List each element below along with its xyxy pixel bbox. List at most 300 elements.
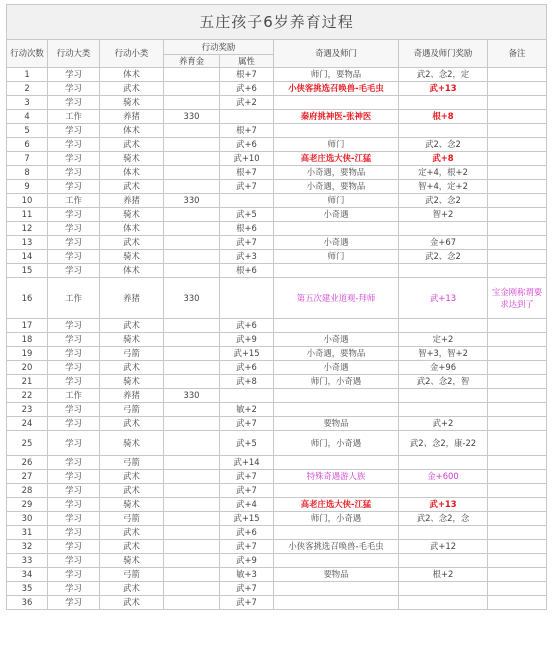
cell-attr: 根+6 xyxy=(220,222,274,236)
cell-money xyxy=(164,333,220,347)
cell-attr: 武+6 xyxy=(220,82,274,96)
cell-encounter-reward xyxy=(399,456,488,470)
cell-note xyxy=(488,484,547,498)
cell-major: 学习 xyxy=(48,166,100,180)
table-row xyxy=(7,456,547,470)
cell-money xyxy=(164,124,220,138)
cell-money xyxy=(164,596,220,610)
table-row xyxy=(7,403,547,417)
cell-minor: 弓箭 xyxy=(100,512,164,526)
cell-count: 12 xyxy=(7,222,48,236)
cell-major: 学习 xyxy=(48,498,100,512)
cell-note xyxy=(488,166,547,180)
table-row xyxy=(7,596,547,610)
cell-money xyxy=(164,568,220,582)
cell-money xyxy=(164,264,220,278)
cell-attr: 武+9 xyxy=(220,333,274,347)
cell-major: 学习 xyxy=(48,512,100,526)
cell-minor: 骑术 xyxy=(100,208,164,222)
cell-encounter xyxy=(274,456,399,470)
cell-money xyxy=(164,540,220,554)
cell-encounter-reward: 武+12 xyxy=(399,540,488,554)
cell-attr: 武+3 xyxy=(220,250,274,264)
cell-major: 学习 xyxy=(48,554,100,568)
cell-count: 10 xyxy=(7,194,48,208)
cell-attr: 武+9 xyxy=(220,554,274,568)
nurture-table xyxy=(6,4,547,610)
cell-count: 25 xyxy=(7,431,48,456)
cell-count: 16 xyxy=(7,278,48,319)
table-row xyxy=(7,124,547,138)
cell-encounter-reward xyxy=(399,319,488,333)
cell-encounter-reward: 根+2 xyxy=(399,568,488,582)
cell-count: 13 xyxy=(7,236,48,250)
cell-count: 31 xyxy=(7,526,48,540)
cell-money xyxy=(164,431,220,456)
page-title: 五庄孩子6岁养育过程 xyxy=(7,5,547,40)
cell-note xyxy=(488,124,547,138)
cell-encounter: 小奇遇 xyxy=(274,361,399,375)
cell-money xyxy=(164,166,220,180)
header-reward-group: 行动奖励 xyxy=(164,40,274,55)
cell-encounter-reward: 智+3，智+2 xyxy=(399,347,488,361)
cell-attr: 武+15 xyxy=(220,347,274,361)
cell-encounter-reward: 智+4，定+2 xyxy=(399,180,488,194)
cell-count: 7 xyxy=(7,152,48,166)
table-row xyxy=(7,333,547,347)
table-row xyxy=(7,180,547,194)
cell-count: 34 xyxy=(7,568,48,582)
table-row xyxy=(7,250,547,264)
cell-money xyxy=(164,582,220,596)
table-row xyxy=(7,582,547,596)
cell-attr xyxy=(220,278,274,319)
cell-count: 21 xyxy=(7,375,48,389)
cell-encounter: 师门 xyxy=(274,138,399,152)
header-count: 行动次数 xyxy=(7,40,48,68)
cell-minor: 养猪 xyxy=(100,389,164,403)
cell-major: 学习 xyxy=(48,484,100,498)
table-body xyxy=(7,68,547,610)
cell-major: 学习 xyxy=(48,470,100,484)
cell-attr xyxy=(220,110,274,124)
cell-count: 29 xyxy=(7,498,48,512)
cell-encounter-reward: 武2、念2，康-22 xyxy=(399,431,488,456)
cell-money xyxy=(164,361,220,375)
cell-encounter-reward: 武+13 xyxy=(399,498,488,512)
cell-encounter-reward: 金+600 xyxy=(399,470,488,484)
cell-money xyxy=(164,96,220,110)
cell-major: 学习 xyxy=(48,568,100,582)
cell-note: 宝金刚称谓要求达到了 xyxy=(488,278,547,319)
cell-note xyxy=(488,596,547,610)
cell-encounter-reward: 武+13 xyxy=(399,82,488,96)
cell-encounter-reward xyxy=(399,96,488,110)
table-row xyxy=(7,110,547,124)
cell-count: 8 xyxy=(7,166,48,180)
cell-minor: 武术 xyxy=(100,236,164,250)
cell-encounter: 师门，要物品 xyxy=(274,68,399,82)
cell-encounter-reward xyxy=(399,264,488,278)
cell-count: 35 xyxy=(7,582,48,596)
cell-attr: 武+7 xyxy=(220,540,274,554)
cell-note xyxy=(488,68,547,82)
table-row xyxy=(7,194,547,208)
cell-encounter-reward: 武+13 xyxy=(399,278,488,319)
cell-encounter xyxy=(274,484,399,498)
table-row xyxy=(7,264,547,278)
cell-encounter: 小侠客挑选召唤兽-毛毛虫 xyxy=(274,82,399,96)
cell-minor: 武术 xyxy=(100,319,164,333)
cell-attr: 武+6 xyxy=(220,526,274,540)
cell-minor: 体术 xyxy=(100,124,164,138)
cell-encounter: 小奇遇 xyxy=(274,333,399,347)
cell-attr: 武+4 xyxy=(220,498,274,512)
cell-attr xyxy=(220,389,274,403)
cell-minor: 骑术 xyxy=(100,96,164,110)
cell-encounter: 特殊奇遇游人族 xyxy=(274,470,399,484)
cell-note xyxy=(488,456,547,470)
cell-encounter-reward: 武2、念2，念 xyxy=(399,512,488,526)
table-row xyxy=(7,512,547,526)
cell-count: 27 xyxy=(7,470,48,484)
cell-note xyxy=(488,361,547,375)
cell-encounter-reward: 武2、念2，智 xyxy=(399,375,488,389)
cell-minor: 养猪 xyxy=(100,278,164,319)
cell-minor: 骑术 xyxy=(100,250,164,264)
cell-minor: 骑术 xyxy=(100,554,164,568)
cell-attr: 武+10 xyxy=(220,152,274,166)
cell-count: 36 xyxy=(7,596,48,610)
cell-encounter-reward: 金+96 xyxy=(399,361,488,375)
cell-encounter-reward: 武+8 xyxy=(399,152,488,166)
cell-encounter xyxy=(274,389,399,403)
cell-encounter-reward: 定+4，根+2 xyxy=(399,166,488,180)
table-row xyxy=(7,568,547,582)
cell-count: 4 xyxy=(7,110,48,124)
table-row xyxy=(7,498,547,512)
cell-note xyxy=(488,403,547,417)
cell-money xyxy=(164,512,220,526)
cell-major: 学习 xyxy=(48,180,100,194)
cell-encounter xyxy=(274,403,399,417)
cell-attr: 武+6 xyxy=(220,319,274,333)
cell-encounter-reward: 武2、念2 xyxy=(399,250,488,264)
table-row xyxy=(7,236,547,250)
cell-encounter: 小奇遇 xyxy=(274,208,399,222)
cell-encounter: 小奇遇，要物品 xyxy=(274,166,399,180)
cell-attr: 武+5 xyxy=(220,208,274,222)
cell-encounter xyxy=(274,264,399,278)
cell-encounter-reward xyxy=(399,554,488,568)
cell-count: 33 xyxy=(7,554,48,568)
cell-major: 学习 xyxy=(48,250,100,264)
cell-minor: 武术 xyxy=(100,470,164,484)
cell-major: 工作 xyxy=(48,389,100,403)
cell-major: 学习 xyxy=(48,319,100,333)
cell-encounter-reward xyxy=(399,526,488,540)
cell-major: 学习 xyxy=(48,403,100,417)
table-row xyxy=(7,361,547,375)
cell-major: 学习 xyxy=(48,347,100,361)
cell-note xyxy=(488,96,547,110)
header-attr: 属性 xyxy=(220,55,274,68)
cell-encounter xyxy=(274,222,399,236)
cell-minor: 骑术 xyxy=(100,375,164,389)
table-row xyxy=(7,484,547,498)
cell-note xyxy=(488,208,547,222)
cell-encounter xyxy=(274,124,399,138)
cell-count: 17 xyxy=(7,319,48,333)
cell-note xyxy=(488,417,547,431)
cell-encounter xyxy=(274,554,399,568)
cell-money xyxy=(164,375,220,389)
table-row xyxy=(7,540,547,554)
cell-money xyxy=(164,152,220,166)
table-row xyxy=(7,470,547,484)
header-encounter-reward: 奇遇及师门奖励 xyxy=(399,40,488,68)
cell-count: 19 xyxy=(7,347,48,361)
cell-major: 学习 xyxy=(48,596,100,610)
cell-attr: 根+7 xyxy=(220,68,274,82)
cell-minor: 武术 xyxy=(100,484,164,498)
cell-note xyxy=(488,554,547,568)
cell-count: 5 xyxy=(7,124,48,138)
cell-note xyxy=(488,180,547,194)
cell-money xyxy=(164,222,220,236)
cell-major: 学习 xyxy=(48,375,100,389)
cell-minor: 武术 xyxy=(100,417,164,431)
table-row xyxy=(7,319,547,333)
cell-encounter-reward: 金+67 xyxy=(399,236,488,250)
table-row xyxy=(7,82,547,96)
cell-major: 学习 xyxy=(48,582,100,596)
table-row xyxy=(7,138,547,152)
cell-count: 1 xyxy=(7,68,48,82)
cell-minor: 体术 xyxy=(100,222,164,236)
cell-note xyxy=(488,375,547,389)
cell-encounter: 要物品 xyxy=(274,568,399,582)
table-row xyxy=(7,278,547,319)
cell-encounter: 高老庄选大侠-江猛 xyxy=(274,498,399,512)
cell-encounter: 小奇遇，要物品 xyxy=(274,347,399,361)
cell-minor: 体术 xyxy=(100,264,164,278)
cell-major: 学习 xyxy=(48,68,100,82)
cell-major: 工作 xyxy=(48,110,100,124)
header-major: 行动大类 xyxy=(48,40,100,68)
table-row xyxy=(7,389,547,403)
cell-note xyxy=(488,152,547,166)
cell-note xyxy=(488,250,547,264)
cell-attr: 敏+3 xyxy=(220,568,274,582)
cell-money xyxy=(164,526,220,540)
cell-encounter-reward: 定+2 xyxy=(399,333,488,347)
cell-attr: 武+6 xyxy=(220,361,274,375)
cell-encounter xyxy=(274,96,399,110)
cell-minor: 武术 xyxy=(100,582,164,596)
cell-attr: 武+7 xyxy=(220,470,274,484)
cell-attr: 武+8 xyxy=(220,375,274,389)
cell-note xyxy=(488,498,547,512)
cell-note xyxy=(488,236,547,250)
cell-attr: 武+14 xyxy=(220,456,274,470)
cell-minor: 武术 xyxy=(100,138,164,152)
cell-attr xyxy=(220,194,274,208)
spreadsheet-sheet xyxy=(4,4,550,662)
cell-money: 330 xyxy=(164,194,220,208)
cell-attr: 武+6 xyxy=(220,138,274,152)
cell-note xyxy=(488,347,547,361)
cell-encounter-reward xyxy=(399,582,488,596)
cell-major: 学习 xyxy=(48,456,100,470)
cell-count: 28 xyxy=(7,484,48,498)
cell-money xyxy=(164,250,220,264)
cell-note xyxy=(488,319,547,333)
cell-note xyxy=(488,333,547,347)
cell-minor: 骑术 xyxy=(100,333,164,347)
cell-attr: 敏+2 xyxy=(220,403,274,417)
cell-count: 23 xyxy=(7,403,48,417)
cell-attr: 武+7 xyxy=(220,582,274,596)
table-row xyxy=(7,166,547,180)
cell-count: 20 xyxy=(7,361,48,375)
cell-encounter xyxy=(274,582,399,596)
cell-money xyxy=(164,82,220,96)
header-note: 备注 xyxy=(488,40,547,68)
cell-money xyxy=(164,403,220,417)
cell-count: 26 xyxy=(7,456,48,470)
cell-major: 学习 xyxy=(48,222,100,236)
cell-count: 18 xyxy=(7,333,48,347)
cell-count: 30 xyxy=(7,512,48,526)
cell-encounter-reward xyxy=(399,596,488,610)
cell-minor: 武术 xyxy=(100,526,164,540)
cell-money xyxy=(164,456,220,470)
cell-money: 330 xyxy=(164,278,220,319)
cell-encounter xyxy=(274,596,399,610)
cell-attr: 武+7 xyxy=(220,417,274,431)
cell-note xyxy=(488,82,547,96)
cell-encounter-reward xyxy=(399,389,488,403)
table-row xyxy=(7,417,547,431)
cell-encounter: 师门，小奇遇 xyxy=(274,431,399,456)
cell-money xyxy=(164,208,220,222)
table-row xyxy=(7,208,547,222)
cell-encounter-reward xyxy=(399,124,488,138)
cell-encounter: 秦府挑神医-张神医 xyxy=(274,110,399,124)
cell-major: 学习 xyxy=(48,431,100,456)
cell-count: 14 xyxy=(7,250,48,264)
cell-minor: 养猪 xyxy=(100,194,164,208)
table-row xyxy=(7,96,547,110)
cell-major: 学习 xyxy=(48,208,100,222)
cell-note xyxy=(488,194,547,208)
cell-count: 3 xyxy=(7,96,48,110)
cell-attr: 武+7 xyxy=(220,484,274,498)
cell-encounter: 师门 xyxy=(274,194,399,208)
cell-minor: 骑术 xyxy=(100,431,164,456)
cell-note xyxy=(488,389,547,403)
cell-attr: 武+2 xyxy=(220,96,274,110)
cell-major: 学习 xyxy=(48,361,100,375)
cell-count: 32 xyxy=(7,540,48,554)
cell-minor: 武术 xyxy=(100,82,164,96)
cell-major: 学习 xyxy=(48,138,100,152)
cell-money xyxy=(164,470,220,484)
table-row xyxy=(7,554,547,568)
header-minor: 行动小类 xyxy=(100,40,164,68)
cell-note xyxy=(488,110,547,124)
cell-minor: 骑术 xyxy=(100,152,164,166)
cell-encounter: 小奇遇 xyxy=(274,236,399,250)
cell-note xyxy=(488,568,547,582)
cell-minor: 养猪 xyxy=(100,110,164,124)
cell-attr: 武+7 xyxy=(220,180,274,194)
cell-attr: 武+7 xyxy=(220,236,274,250)
cell-count: 15 xyxy=(7,264,48,278)
cell-major: 学习 xyxy=(48,236,100,250)
cell-encounter-reward: 武2、念2 xyxy=(399,194,488,208)
cell-major: 工作 xyxy=(48,278,100,319)
cell-major: 学习 xyxy=(48,124,100,138)
cell-minor: 武术 xyxy=(100,540,164,554)
cell-minor: 体术 xyxy=(100,166,164,180)
cell-major: 学习 xyxy=(48,264,100,278)
cell-note xyxy=(488,582,547,596)
cell-major: 学习 xyxy=(48,333,100,347)
cell-note xyxy=(488,138,547,152)
cell-major: 学习 xyxy=(48,540,100,554)
cell-encounter: 师门 xyxy=(274,250,399,264)
cell-attr: 武+7 xyxy=(220,596,274,610)
cell-count: 2 xyxy=(7,82,48,96)
cell-money xyxy=(164,484,220,498)
cell-note xyxy=(488,431,547,456)
cell-money xyxy=(164,68,220,82)
cell-count: 22 xyxy=(7,389,48,403)
cell-attr: 根+7 xyxy=(220,166,274,180)
cell-encounter-reward xyxy=(399,222,488,236)
cell-money xyxy=(164,417,220,431)
cell-note xyxy=(488,264,547,278)
cell-money xyxy=(164,319,220,333)
cell-major: 学习 xyxy=(48,417,100,431)
cell-money xyxy=(164,554,220,568)
cell-encounter xyxy=(274,319,399,333)
cell-encounter: 师门，小奇遇 xyxy=(274,512,399,526)
cell-minor: 武术 xyxy=(100,180,164,194)
cell-count: 6 xyxy=(7,138,48,152)
cell-note xyxy=(488,222,547,236)
cell-minor: 弓箭 xyxy=(100,456,164,470)
cell-encounter: 师门，小奇遇 xyxy=(274,375,399,389)
table-row xyxy=(7,68,547,82)
table-row xyxy=(7,526,547,540)
cell-encounter-reward xyxy=(399,403,488,417)
header-encounter: 奇遇及师门 xyxy=(274,40,399,68)
cell-attr: 根+7 xyxy=(220,124,274,138)
table-row xyxy=(7,347,547,361)
cell-major: 学习 xyxy=(48,152,100,166)
cell-money xyxy=(164,138,220,152)
cell-encounter-reward: 智+2 xyxy=(399,208,488,222)
cell-minor: 武术 xyxy=(100,596,164,610)
cell-money xyxy=(164,498,220,512)
table-row xyxy=(7,222,547,236)
cell-minor: 武术 xyxy=(100,361,164,375)
cell-encounter xyxy=(274,526,399,540)
table-row xyxy=(7,152,547,166)
